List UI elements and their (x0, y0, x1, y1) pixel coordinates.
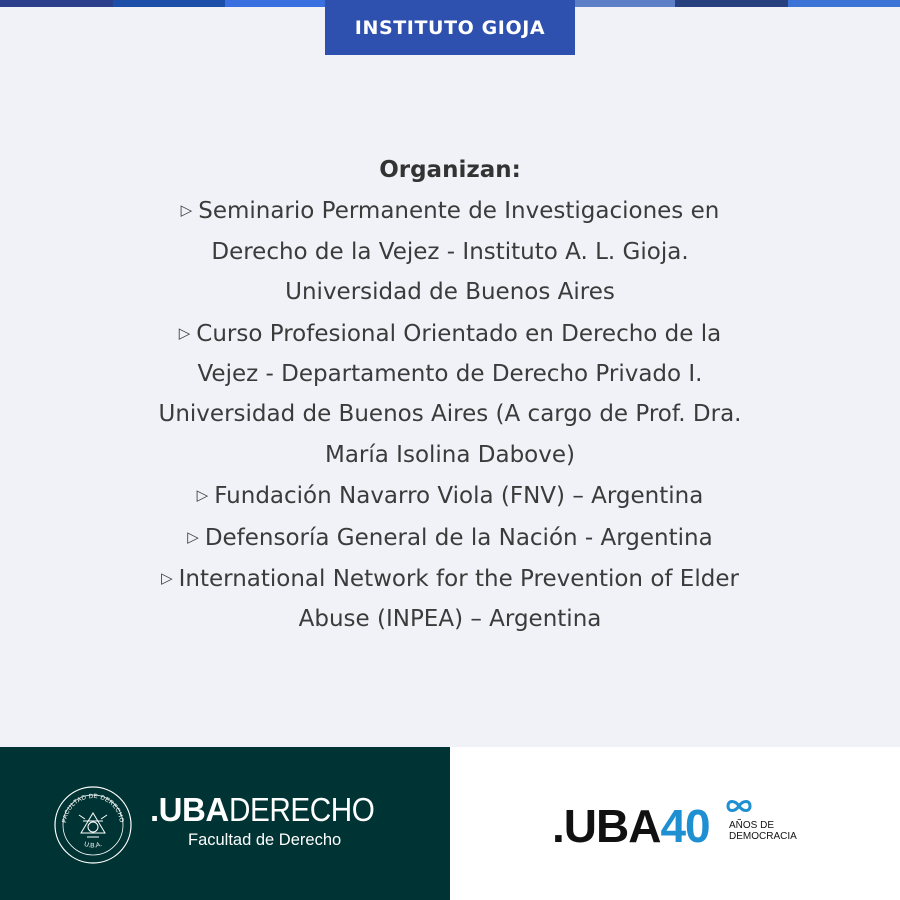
uba40-logo (552, 800, 710, 852)
organizers-list (100, 190, 800, 639)
organizer-line-text: Defensoría General de la Nación - Argentina (204, 524, 713, 551)
infinity-icon (725, 798, 753, 814)
organizer-line-text: Vejez - Departamento de Derecho Privado I. (197, 361, 703, 388)
stripe-segment (113, 0, 226, 7)
organizer-line (100, 435, 800, 475)
organizer-line-text: Curso Profesional Orientado en Derecho de la (196, 320, 722, 347)
seal-top-text: FACULTAD DE DERECHO (61, 792, 125, 824)
triangle-bullet-icon: ▷ (187, 527, 199, 546)
svg-text:U.B.A. (83, 841, 103, 850)
stripe-segment (0, 0, 113, 7)
anos-line-2: DEMOCRACIA (729, 831, 797, 842)
organizer-line-text: Universidad de Buenos Aires (285, 279, 615, 306)
organizer-line (100, 558, 800, 599)
organizer-line (100, 475, 800, 516)
faculty-seal-icon (53, 785, 133, 865)
seal-bottom-text: U.B.A. (83, 840, 103, 850)
organizer-line (100, 190, 800, 231)
organizer-line (100, 232, 800, 272)
organizer-line-text: Seminario Permanente de Investigaciones en (198, 198, 720, 225)
uba-logo-text: .UBA (150, 791, 229, 828)
uba40-number: 40 (660, 800, 710, 852)
organizer-line (100, 517, 800, 558)
organizer-line (100, 599, 800, 639)
organizer-line-text: International Network for the Prevention of Elder (178, 566, 739, 593)
organizer-line (100, 272, 800, 312)
organizer-line-text: Derecho de la Vejez - Instituto A. L. Gioja. (211, 238, 689, 265)
footer-uba40 (450, 747, 900, 900)
derecho-logo-text: DERECHO (228, 791, 375, 828)
organizer-line (100, 313, 800, 354)
organizer-line-text: Universidad de Buenos Aires (A cargo de Prof. Dra. (158, 401, 742, 428)
organizer-line (100, 394, 800, 434)
stripe-segment (788, 0, 900, 7)
organizer-line-text: Abuse (INPEA) – Argentina (298, 606, 602, 633)
stripe-segment (675, 0, 788, 7)
uba-derecho-logo (150, 792, 390, 828)
anos-line-1: AÑOS DE (729, 820, 775, 831)
organizer-line (100, 354, 800, 394)
uba40-uba-text: .UBA (552, 800, 661, 852)
facultad-subtitle: Facultad de Derecho (188, 831, 342, 849)
svg-text:FACULTAD DE DERECHO (61, 793, 125, 823)
organizer-line-text: María Isolina Dabove) (324, 441, 575, 468)
stripe-segment (225, 0, 338, 7)
triangle-bullet-icon: ▷ (180, 201, 193, 220)
organizer-line-text: Fundación Navarro Viola (FNV) – Argentina (214, 483, 704, 510)
triangle-bullet-icon: ▷ (161, 569, 173, 588)
stripe-segment (563, 0, 676, 7)
organizers-heading: Organizan: (379, 157, 521, 183)
triangle-bullet-icon: ▷ (178, 323, 191, 342)
institute-tag: INSTITUTO GIOJA (325, 0, 575, 55)
anos-democracia-text (729, 820, 797, 842)
footer-uba-derecho (0, 747, 450, 900)
organizers-block (100, 150, 800, 640)
triangle-bullet-icon: ▷ (196, 486, 209, 505)
